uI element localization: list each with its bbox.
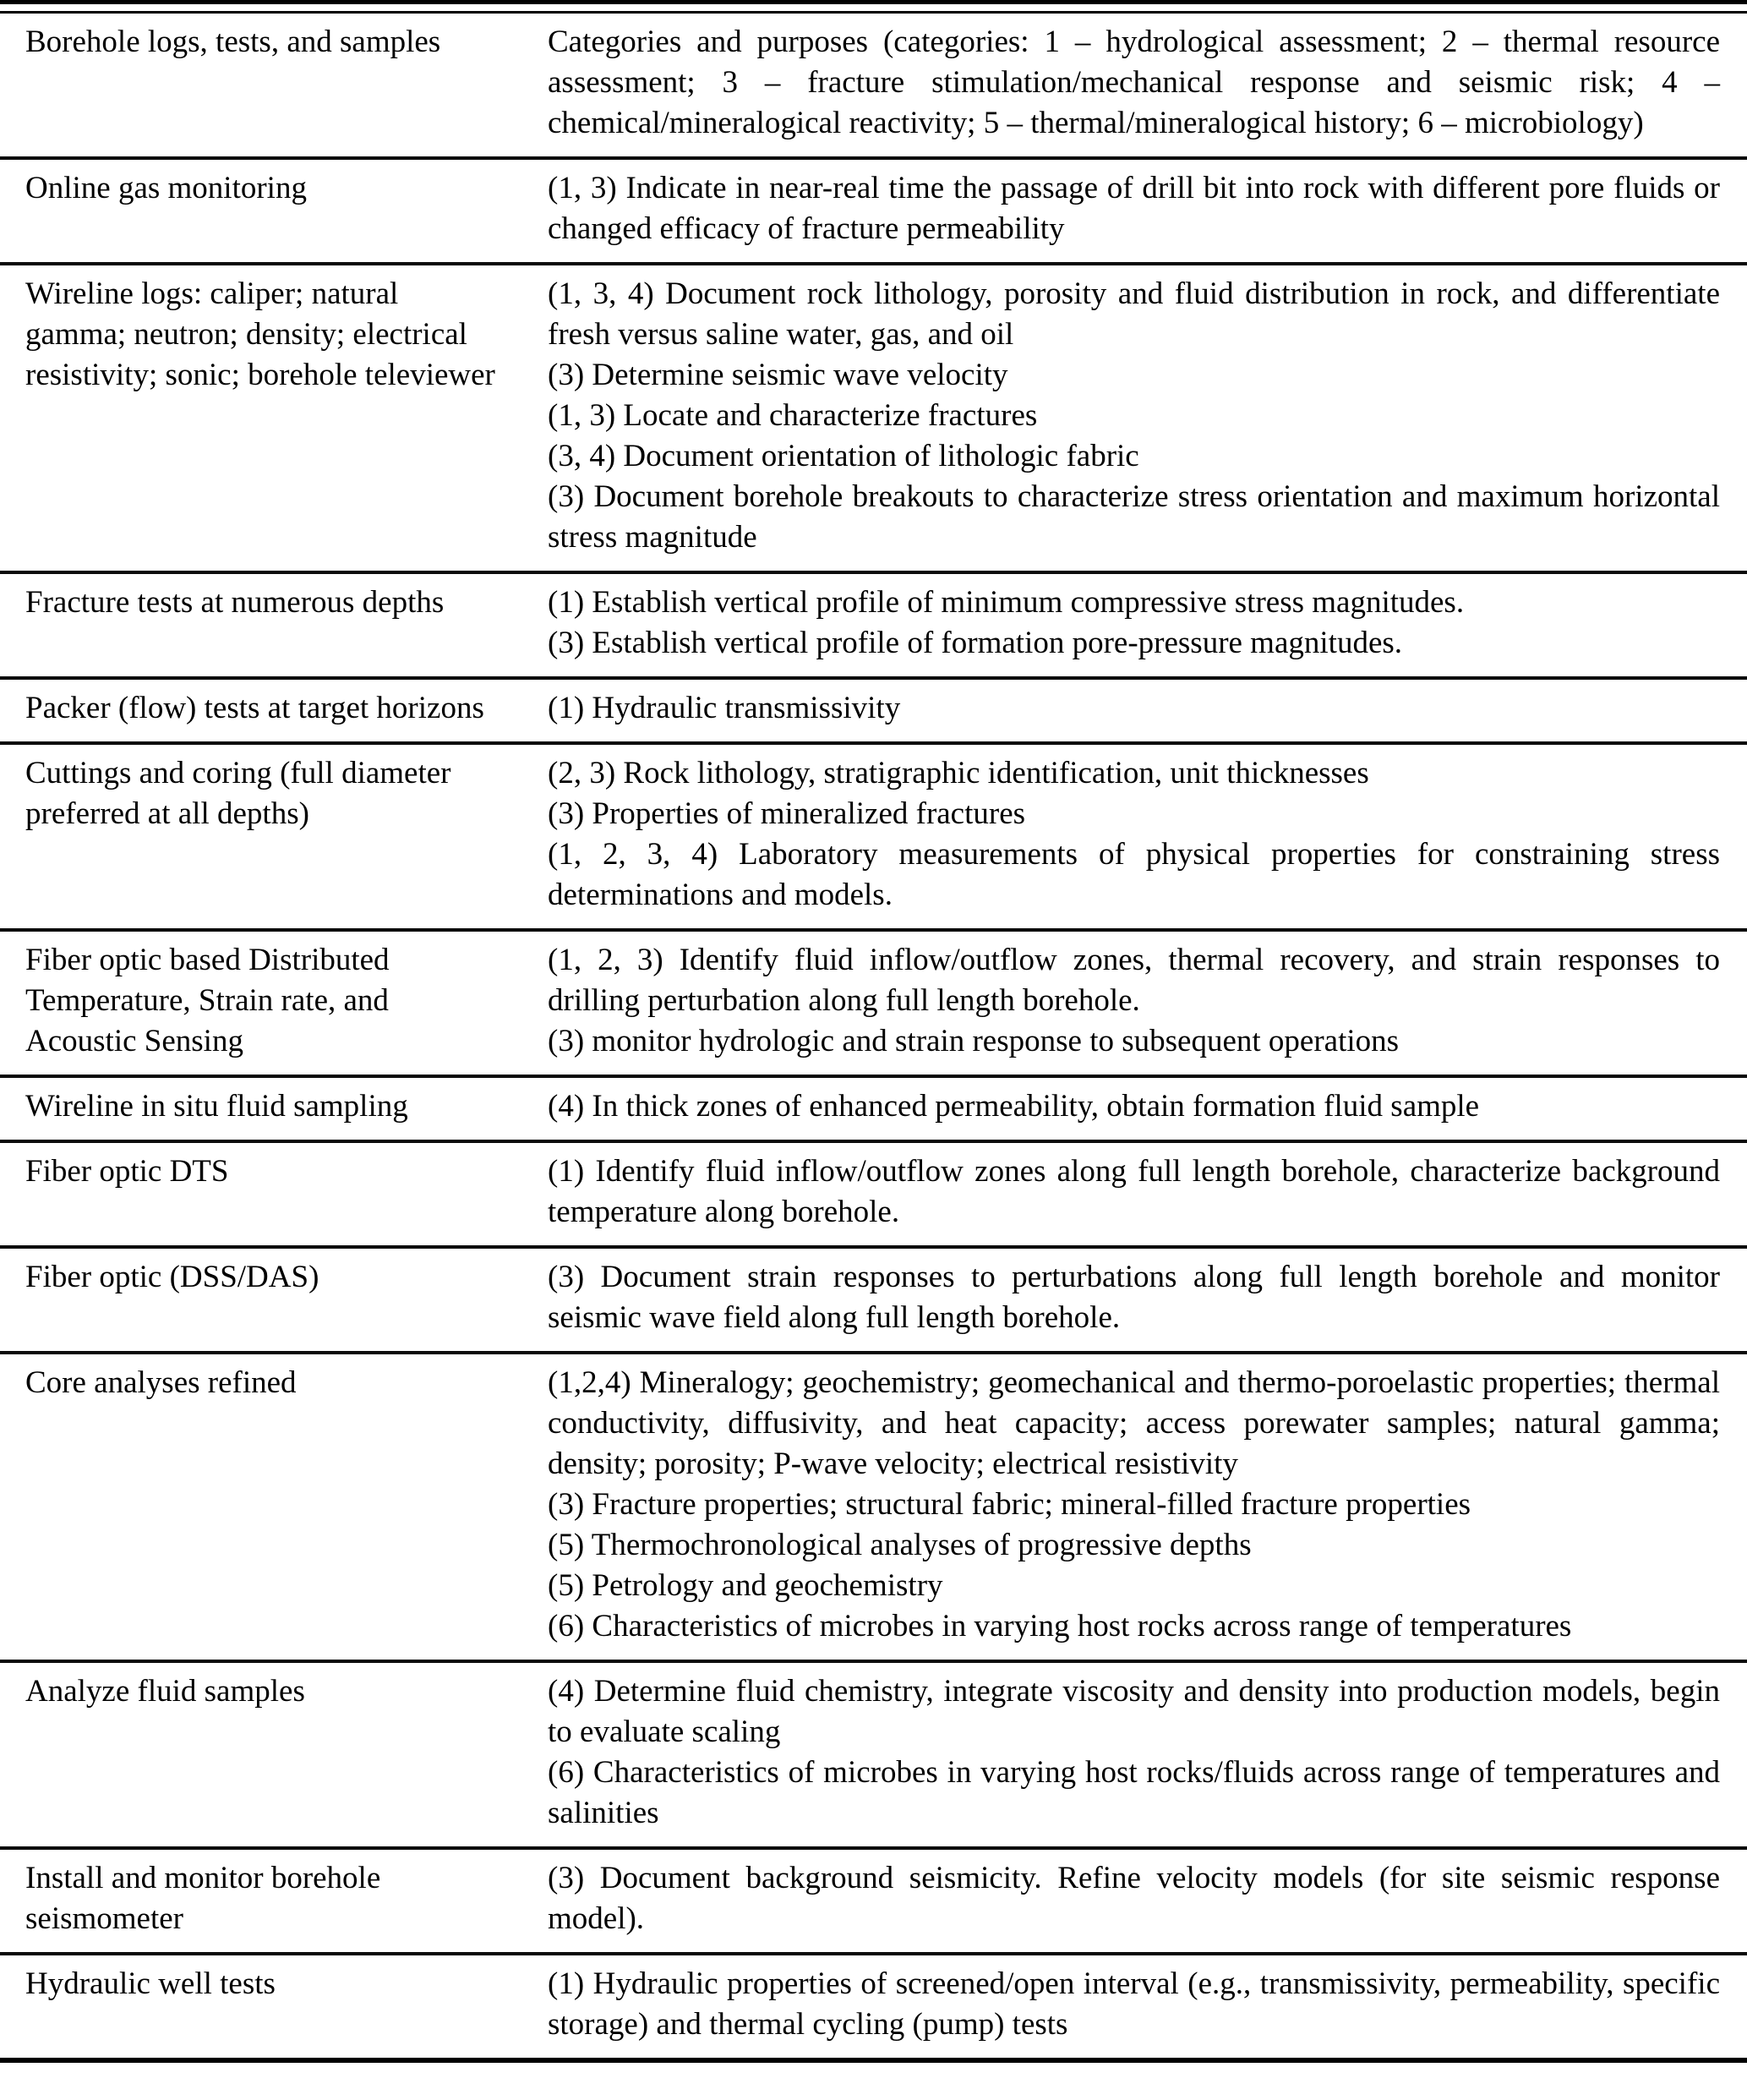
row-purposes xyxy=(548,582,1747,664)
purpose-item: (4) Determine fluid chemistry, integrate viscosity and density into production models, begin to evaluate scaling xyxy=(548,1674,1720,1749)
purpose-item: (4) In thick zones of enhanced permeability, obtain formation fluid sample xyxy=(548,1089,1480,1124)
row-label: Packer (flow) tests at target horizons xyxy=(25,691,484,725)
row-purposes xyxy=(548,1151,1747,1233)
row-label: Cuttings and coring (full diameter preferred at all depths) xyxy=(25,756,451,831)
purpose-item: (6) Characteristics of microbes in varying host rocks across range of temperatures xyxy=(548,1609,1572,1643)
row-purposes xyxy=(548,1964,1747,2045)
purpose-item: (1) Hydraulic transmissivity xyxy=(548,691,901,725)
purpose-item: (6) Characteristics of microbes in varying host rocks/fluids across range of temperatures and salinities xyxy=(548,1755,1720,1830)
row-label: Fiber optic DTS xyxy=(25,1154,229,1189)
row-purposes xyxy=(548,274,1747,558)
purpose-item: (5) Thermochronological analyses of progressive depths xyxy=(548,1528,1252,1562)
row-purposes xyxy=(548,1363,1747,1647)
header-col-purposes: Categories and purposes (categories: 1 – hydrological assessment; 2 – thermal resource assessment; 3 – fracture stimulation/mechanical response and seismic risk; 4 – chemical/mineralogical reactivity; 5 – thermal/mineralogical history; 6 – microbiology) xyxy=(548,25,1720,140)
purpose-item: (3) monitor hydrologic and strain response to subsequent operations xyxy=(548,1024,1400,1058)
purpose-item: (1, 3) Indicate in near-real time the passage of drill bit into rock with different pore fluids or changed efficacy of fracture permeability xyxy=(548,171,1720,246)
table-row xyxy=(0,741,1747,928)
purpose-item: (1) Hydraulic properties of screened/open interval (e.g., transmissivity, permeability, specific storage) and thermal cycling (pump) tests xyxy=(548,1966,1720,2042)
header-col-tests: Borehole logs, tests, and samples xyxy=(25,25,441,59)
table-row xyxy=(0,1660,1747,1846)
row-label: Fracture tests at numerous depths xyxy=(25,585,445,620)
table-row xyxy=(0,571,1747,676)
row-label: Fiber optic (DSS/DAS) xyxy=(25,1260,319,1294)
row-label: Wireline in situ fluid sampling xyxy=(25,1089,408,1124)
row-purposes xyxy=(548,1858,1747,1939)
row-purposes xyxy=(548,1671,1747,1834)
table-body xyxy=(0,156,1747,2058)
purpose-item: (1, 3, 4) Document rock lithology, porosity and fluid distribution in rock, and differentiate fresh versus saline water, gas, and oil xyxy=(548,276,1720,352)
table-row xyxy=(0,1846,1747,1952)
table-row xyxy=(0,1952,1747,2058)
purpose-item: (3) Establish vertical profile of formation pore-pressure magnitudes. xyxy=(548,626,1403,660)
table-row xyxy=(0,262,1747,571)
purpose-item: (3) Document strain responses to perturbations along full length borehole and monitor seismic wave field along full length borehole. xyxy=(548,1260,1720,1335)
row-label: Fiber optic based Distributed Temperature, Strain rate, and Acoustic Sensing xyxy=(25,943,390,1058)
purpose-item: (3) Document background seismicity. Refine velocity models (for site seismic response model). xyxy=(548,1861,1720,1936)
row-purposes xyxy=(548,688,1747,729)
row-purposes xyxy=(548,168,1747,249)
row-purposes xyxy=(548,1086,1747,1127)
row-label: Install and monitor borehole seismometer xyxy=(25,1861,381,1936)
row-label: Hydraulic well tests xyxy=(25,1966,276,2001)
row-label: Analyze fluid samples xyxy=(25,1674,305,1709)
row-label: Online gas monitoring xyxy=(25,171,307,205)
table-row xyxy=(0,676,1747,741)
table-row xyxy=(0,1245,1747,1351)
table-top-rule xyxy=(0,0,1747,14)
row-label: Core analyses refined xyxy=(25,1365,297,1400)
purpose-item: (2, 3) Rock lithology, stratigraphic identification, unit thicknesses xyxy=(548,756,1369,790)
purpose-item: (3) Document borehole breakouts to characterize stress orientation and maximum horizontal stress magnitude xyxy=(548,479,1720,555)
table-row xyxy=(0,156,1747,262)
purpose-item: (3) Determine seismic wave velocity xyxy=(548,358,1008,392)
purpose-item: (1) Establish vertical profile of minimum compressive stress magnitudes. xyxy=(548,585,1465,620)
purpose-item: (1, 2, 3) Identify fluid inflow/outflow zones, thermal recovery, and strain responses to drilling perturbation along full length borehole. xyxy=(548,943,1720,1018)
table-row xyxy=(0,1140,1747,1245)
purpose-item: (1,2,4) Mineralogy; geochemistry; geomechanical and thermo-poroelastic properties; thermal conductivity, diffusivity, and heat capacity; access porewater samples; natural gamma; density; porosity; P-wave velocity; electrical resistivity xyxy=(548,1365,1720,1481)
table-bottom-rule xyxy=(0,2058,1747,2063)
row-purposes xyxy=(548,753,1747,916)
row-purposes xyxy=(548,940,1747,1062)
purpose-item: (5) Petrology and geochemistry xyxy=(548,1568,943,1603)
row-label: Wireline logs: caliper; natural gamma; neutron; density; electrical resistivity; sonic; borehole televiewer xyxy=(25,276,495,392)
purpose-item: (3) Fracture properties; structural fabric; mineral-filled fracture properties xyxy=(548,1487,1471,1522)
purpose-item: (3, 4) Document orientation of lithologic fabric xyxy=(548,439,1139,473)
purpose-item: (1, 3) Locate and characterize fractures xyxy=(548,398,1038,433)
row-purposes xyxy=(548,1257,1747,1338)
purpose-item: (3) Properties of mineralized fractures xyxy=(548,796,1026,831)
purpose-item: (1) Identify fluid inflow/outflow zones along full length borehole, characterize background temperature along borehole. xyxy=(548,1154,1720,1229)
table-header-row xyxy=(0,14,1747,156)
table-row xyxy=(0,1075,1747,1140)
purpose-item: (1, 2, 3, 4) Laboratory measurements of physical properties for constraining stress determinations and models. xyxy=(548,837,1720,912)
table-row xyxy=(0,1351,1747,1660)
table-row xyxy=(0,928,1747,1075)
